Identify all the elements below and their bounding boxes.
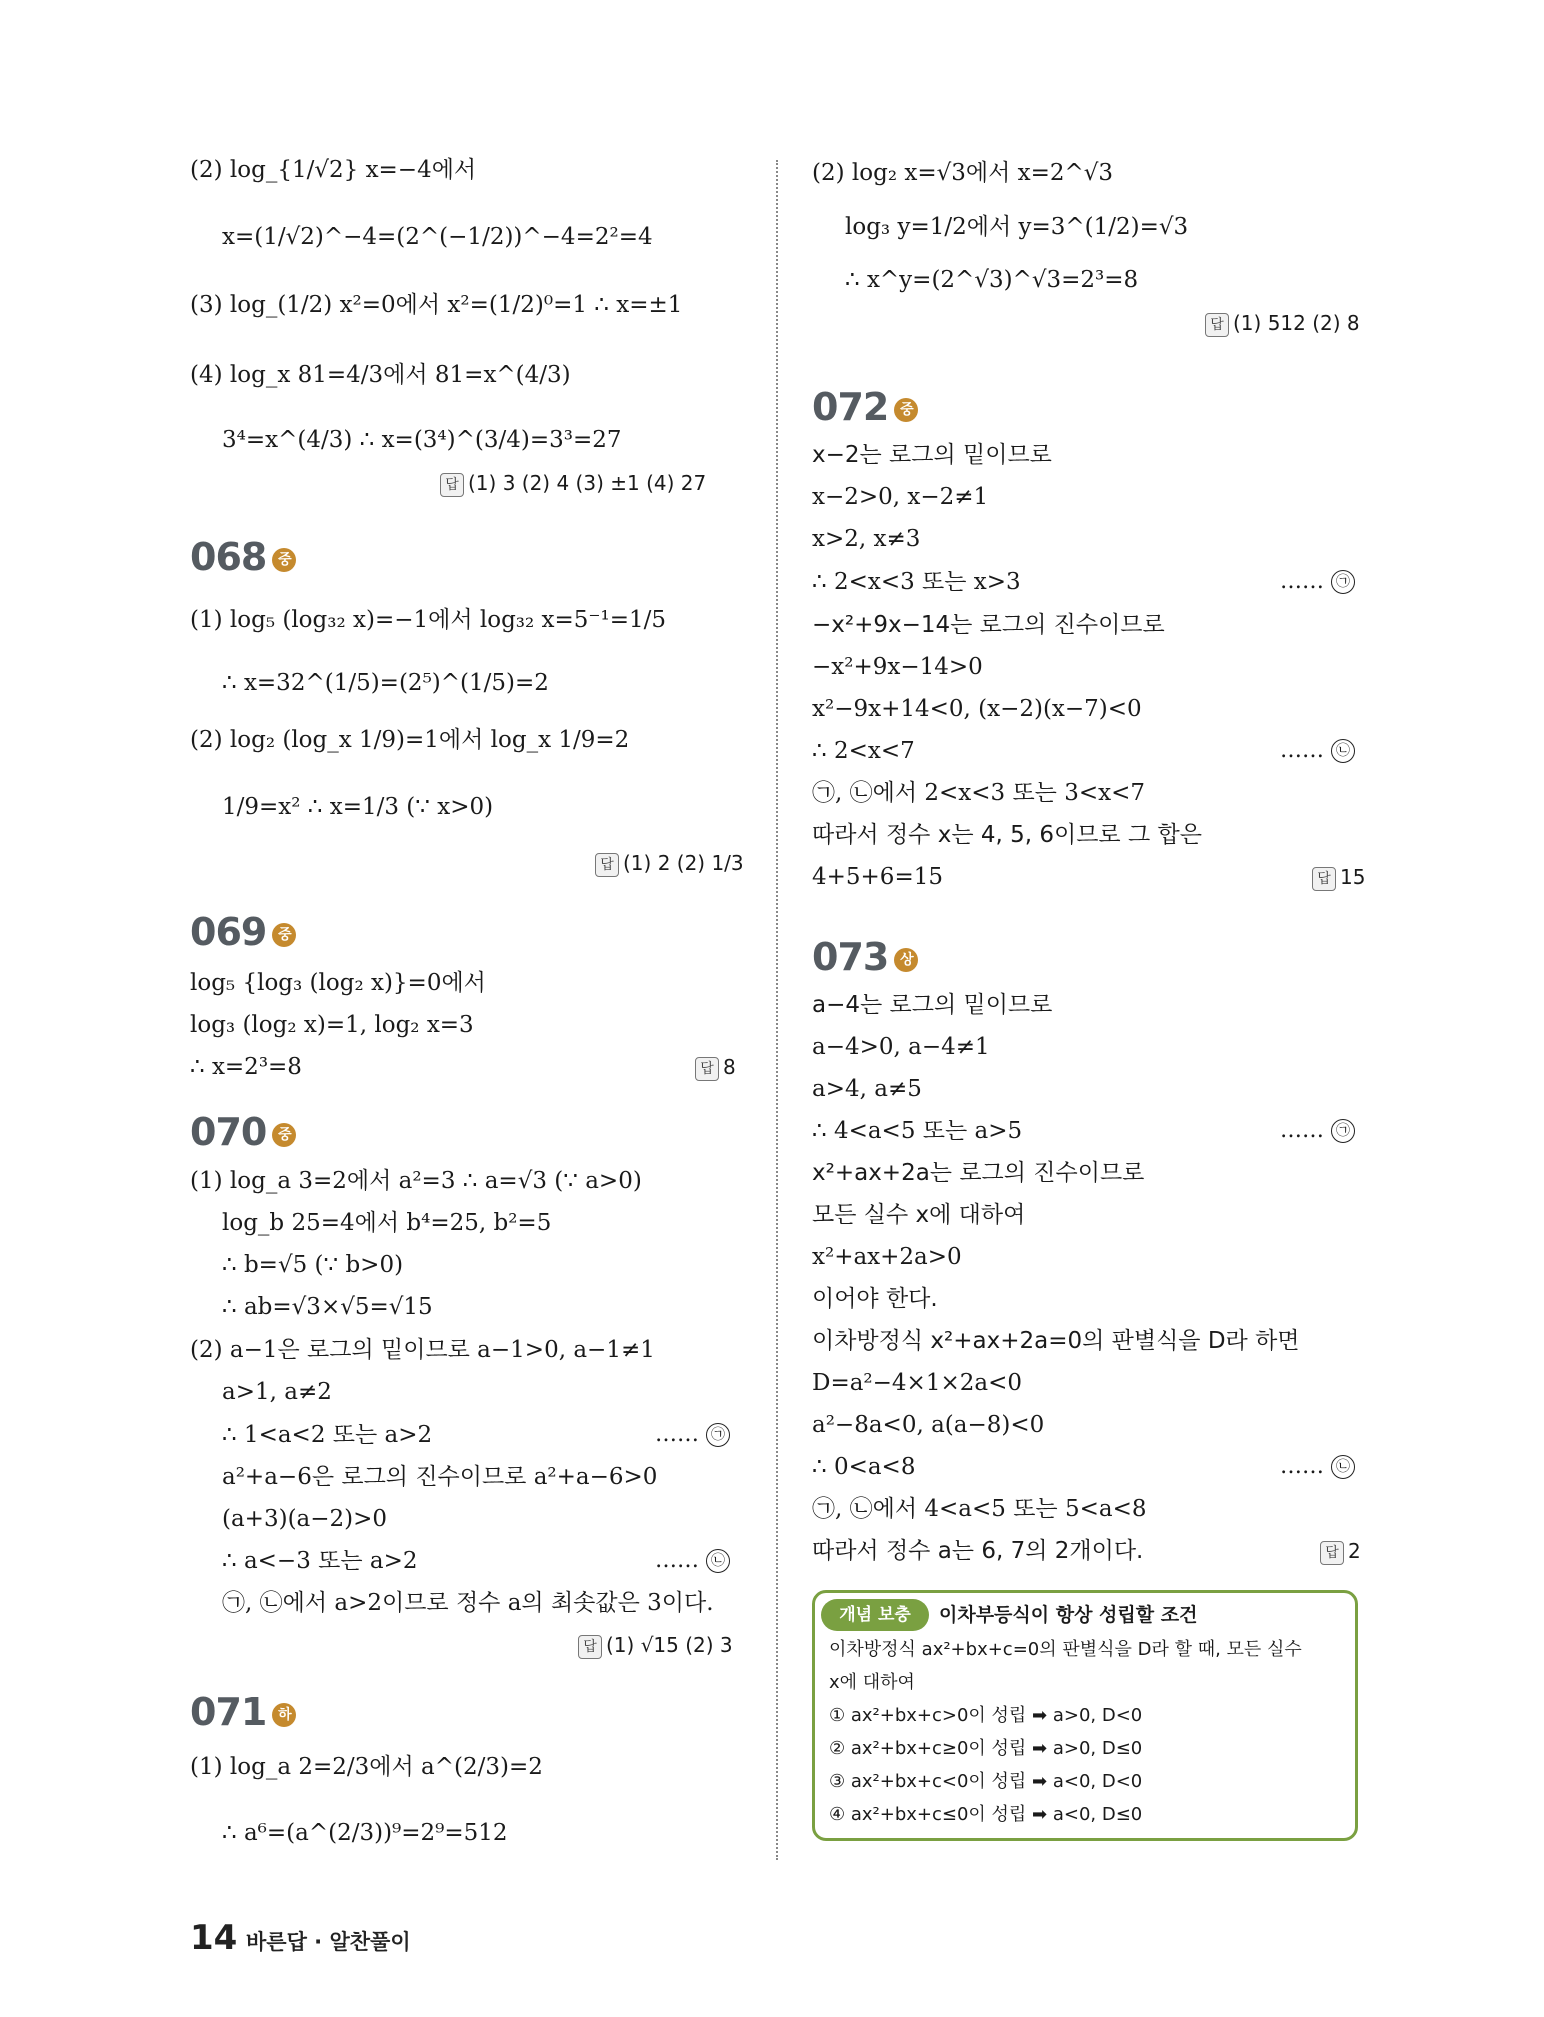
solution-line: (2) log_{1/√2} x=−4에서 (190, 157, 477, 183)
solution-line: ∴ x^y=(2^√3)^√3=2³=8 (845, 267, 1139, 293)
concept-line: x에 대하여 (829, 1672, 915, 1693)
concept-line: ② ax²+bx+c≥0이 성립 ➡ a>0, D≤0 (829, 1738, 1143, 1759)
answer (1312, 862, 1365, 892)
solution-line: ∴ 4<a<5 또는 a>5 (812, 1118, 1023, 1144)
dots: …… (1280, 1454, 1324, 1479)
solution-line: ∴ a⁶=(a^(2/3))⁹=2⁹=512 (222, 1820, 508, 1846)
question-number: 068 (190, 535, 267, 579)
solution-line: x−2는 로그의 밑이므로 (812, 442, 1052, 468)
answer-value: 8 (723, 1055, 736, 1079)
concept-box (812, 1590, 1358, 1841)
solution-line: 따라서 정수 x는 4, 5, 6이므로 그 합은 (812, 822, 1202, 848)
answer-value: 2 (1348, 1539, 1361, 1563)
page-number: 14 (190, 1918, 238, 1958)
concept-line: ④ ax²+bx+c≤0이 성립 ➡ a<0, D≤0 (829, 1804, 1143, 1825)
solution-line: (2) a−1은 로그의 밑이므로 a−1>0, a−1≠1 (190, 1337, 655, 1363)
solution-line: x²−9x+14<0, (x−2)(x−7)<0 (812, 696, 1142, 722)
solution-line: ㉠, ㉡에서 4<a<5 또는 5<a<8 (812, 1496, 1147, 1522)
question-header-069 (190, 910, 296, 954)
solution-line: 이차방정식 x²+ax+2a=0의 판별식을 D라 하면 (812, 1328, 1300, 1354)
marker-1 (655, 1420, 730, 1450)
marker-circle: ㉡ (1331, 1455, 1355, 1479)
book-title: 바른답 · 알찬풀이 (246, 1930, 411, 1954)
solution-line: log₃ y=1/2에서 y=3^(1/2)=√3 (845, 214, 1189, 240)
answer-tag: 답 (695, 1057, 719, 1081)
marker-circle: ㉠ (1331, 1119, 1355, 1143)
solution-line: a²−8a<0, a(a−8)<0 (812, 1412, 1045, 1438)
answer (578, 1630, 733, 1660)
answer (1205, 308, 1360, 338)
concept-title: 이차부등식이 항상 성립할 조건 (939, 1604, 1198, 1626)
answer-tag: 답 (1320, 1541, 1344, 1565)
solution-line: x=(1/√2)^−4=(2^(−1/2))^−4=2²=4 (222, 224, 653, 250)
solution-line: ∴ 1<a<2 또는 a>2 (222, 1422, 433, 1448)
solution-line: a²+a−6은 로그의 진수이므로 a²+a−6>0 (222, 1464, 658, 1490)
question-number: 073 (812, 935, 889, 979)
solution-line: a>4, a≠5 (812, 1076, 922, 1102)
solution-line: −x²+9x−14>0 (812, 654, 983, 680)
answer (695, 1052, 736, 1082)
column-divider (776, 160, 778, 1860)
answer (595, 848, 744, 878)
solution-line: (1) log₅ (log₃₂ x)=−1에서 log₃₂ x=5⁻¹=1/5 (190, 607, 667, 633)
solution-line: log₃ (log₂ x)=1, log₂ x=3 (190, 1012, 474, 1038)
solution-line: x²+ax+2a>0 (812, 1244, 962, 1270)
answer-value: 15 (1340, 865, 1366, 889)
solution-line: (2) log₂ x=√3에서 x=2^√3 (812, 160, 1114, 186)
solution-line: log_b 25=4에서 b⁴=25, b²=5 (222, 1210, 552, 1236)
question-header-072 (812, 385, 918, 429)
marker-circle: ㉡ (706, 1549, 730, 1573)
solution-line: (2) log₂ (log_x 1/9)=1에서 log_x 1/9=2 (190, 727, 630, 753)
solution-line: (4) log_x 81=4/3에서 81=x^(4/3) (190, 362, 571, 388)
dots: …… (655, 1548, 699, 1573)
answer (1320, 1536, 1361, 1566)
level-badge: 하 (272, 1703, 296, 1727)
solution-line: 모든 실수 x에 대하여 (812, 1202, 1026, 1228)
answer-value: (1) √15 (2) 3 (606, 1633, 733, 1657)
solution-line: (1) log_a 2=2/3에서 a^(2/3)=2 (190, 1754, 543, 1780)
level-badge: 중 (272, 548, 296, 572)
answer-tag: 답 (1312, 867, 1336, 891)
answer-tag: 답 (595, 853, 619, 877)
solution-line: ∴ a<−3 또는 a>2 (222, 1548, 418, 1574)
solution-line: 1/9=x² ∴ x=1/3 (∵ x>0) (222, 794, 494, 820)
solution-line: ∴ x=32^(1/5)=(2⁵)^(1/5)=2 (222, 670, 549, 696)
solution-line: ㉠, ㉡에서 a>2이므로 정수 a의 최솟값은 3이다. (222, 1590, 714, 1616)
answer-tag: 답 (578, 1635, 602, 1659)
marker-circle: ㉠ (706, 1423, 730, 1447)
question-number: 072 (812, 385, 889, 429)
marker-circle: ㉠ (1331, 570, 1355, 594)
marker-2 (655, 1546, 730, 1576)
solution-line: a>1, a≠2 (222, 1379, 332, 1405)
solution-line: ㉠, ㉡에서 2<x<3 또는 3<x<7 (812, 780, 1145, 806)
answer (440, 468, 706, 498)
answer-tag: 답 (1205, 313, 1229, 337)
question-header-073 (812, 935, 918, 979)
concept-badge: 개념 보충 (821, 1599, 929, 1631)
solution-line: a−4>0, a−4≠1 (812, 1034, 990, 1060)
solution-line: x−2>0, x−2≠1 (812, 484, 989, 510)
marker-2 (1280, 1452, 1355, 1482)
question-header-071 (190, 1690, 296, 1734)
solution-line: ∴ x=2³=8 (190, 1054, 302, 1080)
level-badge: 상 (894, 948, 918, 972)
level-badge: 중 (272, 923, 296, 947)
marker-1 (1280, 567, 1355, 597)
solution-line: ∴ ab=√3×√5=√15 (222, 1294, 433, 1320)
solution-line: 3⁴=x^(4/3) ∴ x=(3⁴)^(3/4)=3³=27 (222, 427, 622, 453)
solution-line: x>2, x≠3 (812, 526, 921, 552)
answer-value: (1) 3 (2) 4 (3) ±1 (4) 27 (468, 471, 707, 495)
question-header-068 (190, 535, 296, 579)
question-number: 070 (190, 1110, 267, 1154)
level-badge: 중 (894, 398, 918, 422)
solution-line: ∴ 0<a<8 (812, 1454, 916, 1480)
solution-line: (a+3)(a−2)>0 (222, 1506, 388, 1532)
answer-value: (1) 512 (2) 8 (1233, 311, 1360, 335)
marker-circle: ㉡ (1331, 739, 1355, 763)
dots: …… (1280, 738, 1324, 763)
concept-line: ① ax²+bx+c>0이 성립 ➡ a>0, D<0 (829, 1705, 1143, 1726)
dots: …… (655, 1422, 699, 1447)
solution-line: log₅ {log₃ (log₂ x)}=0에서 (190, 970, 486, 996)
question-number: 069 (190, 910, 267, 954)
answer-tag: 답 (440, 473, 464, 497)
concept-line: ③ ax²+bx+c<0이 성립 ➡ a<0, D<0 (829, 1771, 1143, 1792)
marker-1 (1280, 1116, 1355, 1146)
solution-line: x²+ax+2a는 로그의 진수이므로 (812, 1160, 1145, 1186)
solution-line: 따라서 정수 a는 6, 7의 2개이다. (812, 1538, 1144, 1564)
solution-line: 이어야 한다. (812, 1286, 938, 1312)
solution-line: ∴ 2<x<7 (812, 738, 915, 764)
solution-line: (3) log_(1/2) x²=0에서 x²=(1/2)⁰=1 ∴ x=±1 (190, 292, 683, 318)
solution-line: a−4는 로그의 밑이므로 (812, 992, 1053, 1018)
question-number: 071 (190, 1690, 267, 1734)
solution-line: (1) log_a 3=2에서 a²=3 ∴ a=√3 (∵ a>0) (190, 1168, 642, 1194)
dots: …… (1280, 1118, 1324, 1143)
answer-value: (1) 2 (2) 1/3 (623, 851, 744, 875)
marker-2 (1280, 736, 1355, 766)
dots: …… (1280, 569, 1324, 594)
solution-line: D=a²−4×1×2a<0 (812, 1370, 1022, 1396)
solution-line: 4+5+6=15 (812, 864, 943, 890)
solution-line: ∴ b=√5 (∵ b>0) (222, 1252, 404, 1278)
level-badge: 중 (272, 1123, 296, 1147)
concept-line: 이차방정식 ax²+bx+c=0의 판별식을 D라 할 때, 모든 실수 (829, 1639, 1302, 1660)
solution-line: −x²+9x−14는 로그의 진수이므로 (812, 612, 1165, 638)
question-header-070 (190, 1110, 296, 1154)
solution-line: ∴ 2<x<3 또는 x>3 (812, 569, 1021, 595)
